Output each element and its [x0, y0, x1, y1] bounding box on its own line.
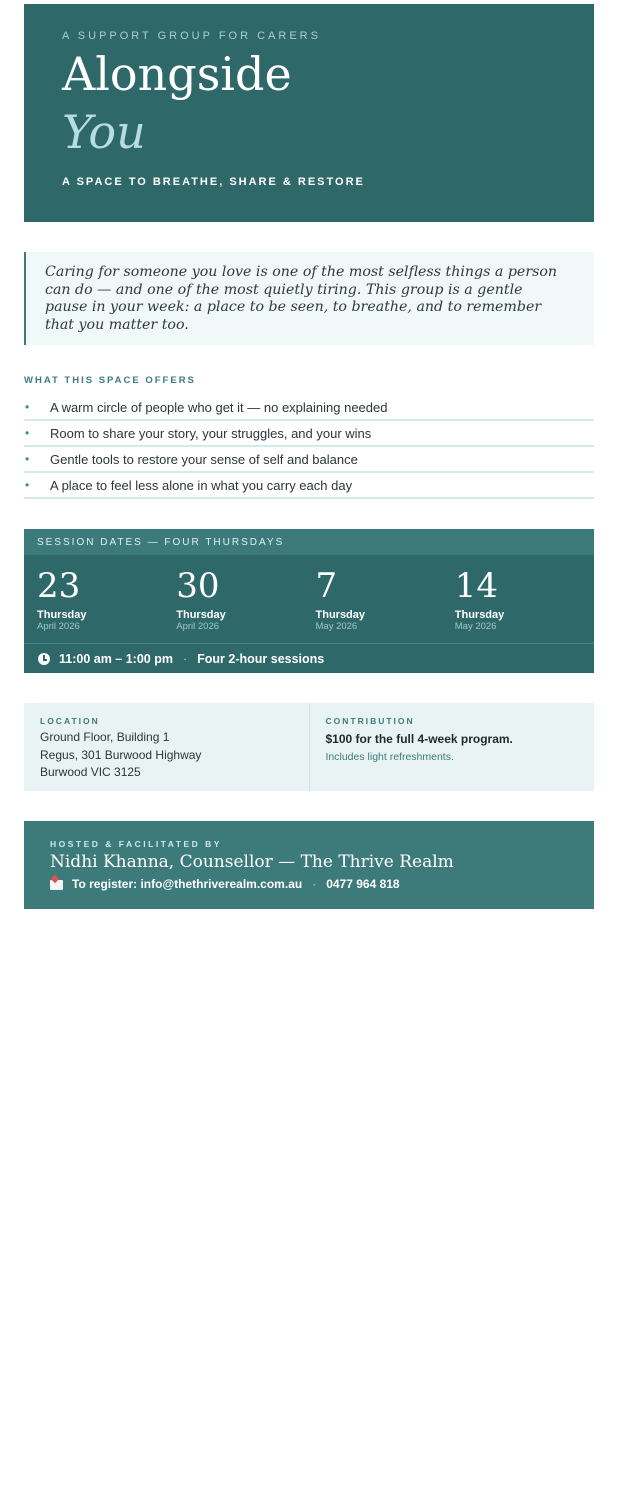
address-line: Regus, 301 Burwood Highway — [40, 747, 202, 762]
sessions-label: SESSION DATES — FOUR THURSDAYS — [24, 529, 594, 555]
flyer — [24, 4, 594, 909]
session-time: 11:00 am – 1:00 pm — [59, 651, 173, 666]
host-name: Nidhi Khanna, Counsellor — The Thrive Realm — [50, 852, 454, 872]
hero-title-line1: Alongside — [62, 47, 292, 101]
list-item-text: A warm circle of people who get it — no explaining needed — [50, 399, 388, 415]
clock-icon — [38, 653, 50, 665]
bullet-icon: • — [25, 452, 30, 466]
sessions-panel — [24, 529, 594, 673]
list-item — [24, 395, 594, 421]
date-weekday: Thursday — [454, 609, 505, 621]
date-day: 7 — [315, 566, 338, 606]
date-month: April 2026 — [176, 621, 220, 632]
contribution-label: CONTRIBUTION — [325, 716, 415, 726]
session-date — [176, 566, 315, 643]
offers-label: WHAT THIS SPACE OFFERS — [24, 375, 196, 386]
session-dates — [24, 555, 594, 643]
list-item-text: A place to feel less alone in what you carry each day — [50, 477, 353, 493]
register-phone[interactable]: 0477 964 818 — [326, 877, 400, 891]
hero-title-line2: You — [62, 105, 146, 159]
list-item-text: Room to share your story, your struggles, and your wins — [50, 425, 372, 441]
list-item — [24, 421, 594, 447]
list-item — [24, 447, 594, 473]
separator: · — [312, 877, 317, 891]
intro-text: Caring for someone you love is one of the most selfless things a person can do — and one of the most quietly tiring. This group is a gentle pause in your week: a place to be seen, to breathe, and to remember that you matter too. — [45, 264, 558, 333]
date-day: 14 — [454, 566, 499, 606]
host-label: HOSTED & FACILITATED BY — [50, 839, 222, 849]
location-label: LOCATION — [40, 716, 100, 726]
contribution-block — [309, 703, 595, 791]
mail-icon — [50, 880, 63, 890]
date-weekday: Thursday — [176, 609, 226, 621]
date-day: 23 — [37, 566, 81, 606]
offers-list — [24, 395, 594, 499]
session-date — [316, 566, 455, 643]
list-item — [24, 473, 594, 499]
separator: · — [182, 651, 188, 666]
register-row — [50, 877, 568, 891]
date-month: May 2026 — [315, 621, 358, 632]
bullet-icon: • — [25, 400, 30, 414]
address-line: Burwood VIC 3125 — [40, 765, 141, 779]
date-weekday: Thursday — [37, 609, 87, 621]
info-panel — [24, 703, 594, 791]
address-line: Ground Floor, Building 1 — [40, 730, 170, 744]
date-month: April 2026 — [37, 621, 80, 632]
session-detail: Four 2-hour sessions — [197, 651, 325, 666]
hero-tagline: A SPACE TO BREATHE, SHARE & RESTORE — [62, 176, 365, 188]
list-item-text: Gentle tools to restore your sense of self and balance — [50, 451, 358, 467]
bullet-icon: • — [25, 426, 30, 440]
register-email[interactable]: To register: info@thethriverealm.com.au — [72, 877, 303, 891]
hero-banner — [24, 4, 594, 222]
date-weekday: Thursday — [315, 609, 366, 621]
contribution-note: Includes light refreshments. — [325, 750, 454, 763]
location-block — [24, 703, 309, 791]
bullet-icon: • — [25, 478, 30, 492]
host-panel — [24, 821, 594, 909]
session-date — [455, 566, 594, 643]
session-time-row — [24, 643, 594, 673]
hero-eyebrow: A SUPPORT GROUP FOR CARERS — [62, 30, 321, 42]
session-date — [37, 566, 176, 643]
date-month: May 2026 — [454, 621, 497, 632]
address — [40, 729, 293, 782]
intro-quote — [24, 252, 594, 345]
contribution-price: $100 for the full 4-week program. — [325, 732, 513, 746]
date-day: 30 — [176, 566, 220, 606]
offers-section — [24, 375, 594, 499]
